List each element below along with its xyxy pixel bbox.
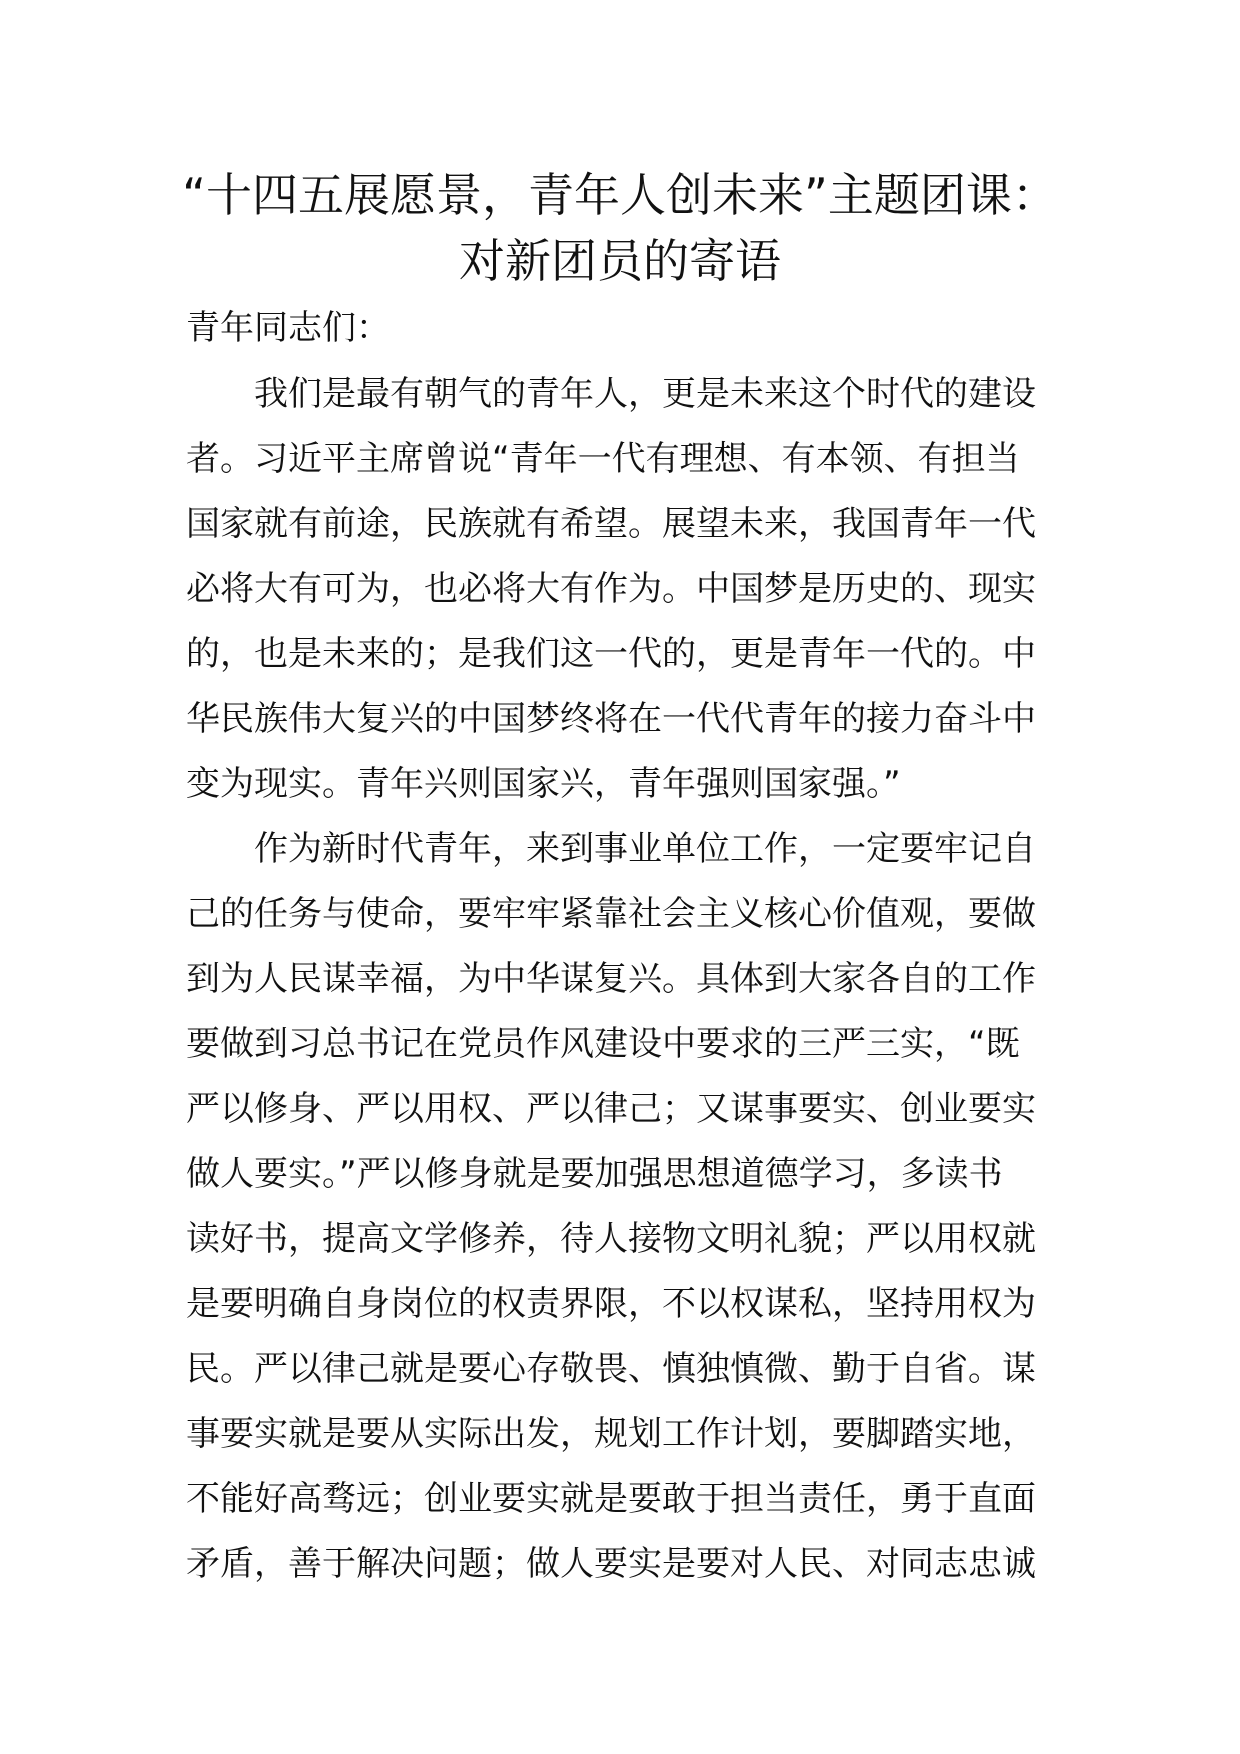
paragraph-line: 国家就有前途，民族就有希望。展望未来，我国青年一代 <box>186 504 1036 544</box>
paragraph-line: 民。严以律己就是要心存敬畏、慎独慎微、勤于自省。谋 <box>186 1349 1036 1389</box>
paragraph-line: 事要实就是要从实际出发，规划工作计划，要脚踏实地， <box>186 1414 1036 1454</box>
paragraph-line: 不能好高骛远；创业要实就是要敢于担当责任，勇于直面 <box>186 1479 1036 1519</box>
paragraph-line: 是要明确自身岗位的权责界限，不以权谋私，坚持用权为 <box>186 1284 1036 1324</box>
salutation: 青年同志们： <box>186 308 390 348</box>
paragraph-line: 必将大有可为，也必将大有作为。中国梦是历史的、现实 <box>186 569 1036 609</box>
paragraph-line: 作为新时代青年，来到事业单位工作，一定要牢记自 <box>186 829 1036 869</box>
paragraph-line: 做人要实。”严以修身就是要加强思想道德学习，多读书 <box>186 1154 1003 1194</box>
paragraph-line: 严以修身、严以用权、严以律己；又谋事要实、创业要实 <box>186 1089 1036 1129</box>
paragraph-line: 到为人民谋幸福，为中华谋复兴。具体到大家各自的工作 <box>186 959 1036 999</box>
paragraph-line: 己的任务与使命，要牢牢紧靠社会主义核心价值观，要做 <box>186 894 1036 934</box>
paragraph-line: 矛盾，善于解决问题；做人要实是要对人民、对同志忠诚 <box>186 1544 1036 1584</box>
paragraph-line: 我们是最有朝气的青年人，更是未来这个时代的建设 <box>186 374 1036 414</box>
document-title-line-2: 对新团员的寄语 <box>459 234 781 288</box>
paragraph-line: 的，也是未来的；是我们这一代的，更是青年一代的。中 <box>186 634 1036 674</box>
paragraph-line: 华民族伟大复兴的中国梦终将在一代代青年的接力奋斗中 <box>186 699 1036 739</box>
paragraph-line: 者。习近平主席曾说“青年一代有理想、有本领、有担当 <box>186 439 1020 479</box>
paragraph-line: 读好书，提高文学修养，待人接物文明礼貌；严以用权就 <box>186 1219 1036 1259</box>
paragraph-2 <box>186 817 1066 1597</box>
document-title-line-1: “十四五展愿景，青年人创未来”主题团课： <box>182 168 1058 222</box>
paragraph-line: 要做到习总书记在党员作风建设中要求的三严三实，“既 <box>186 1024 1020 1064</box>
paragraph-1 <box>186 362 1066 817</box>
paragraph-line: 变为现实。青年兴则国家兴，青年强则国家强。” <box>186 764 901 804</box>
